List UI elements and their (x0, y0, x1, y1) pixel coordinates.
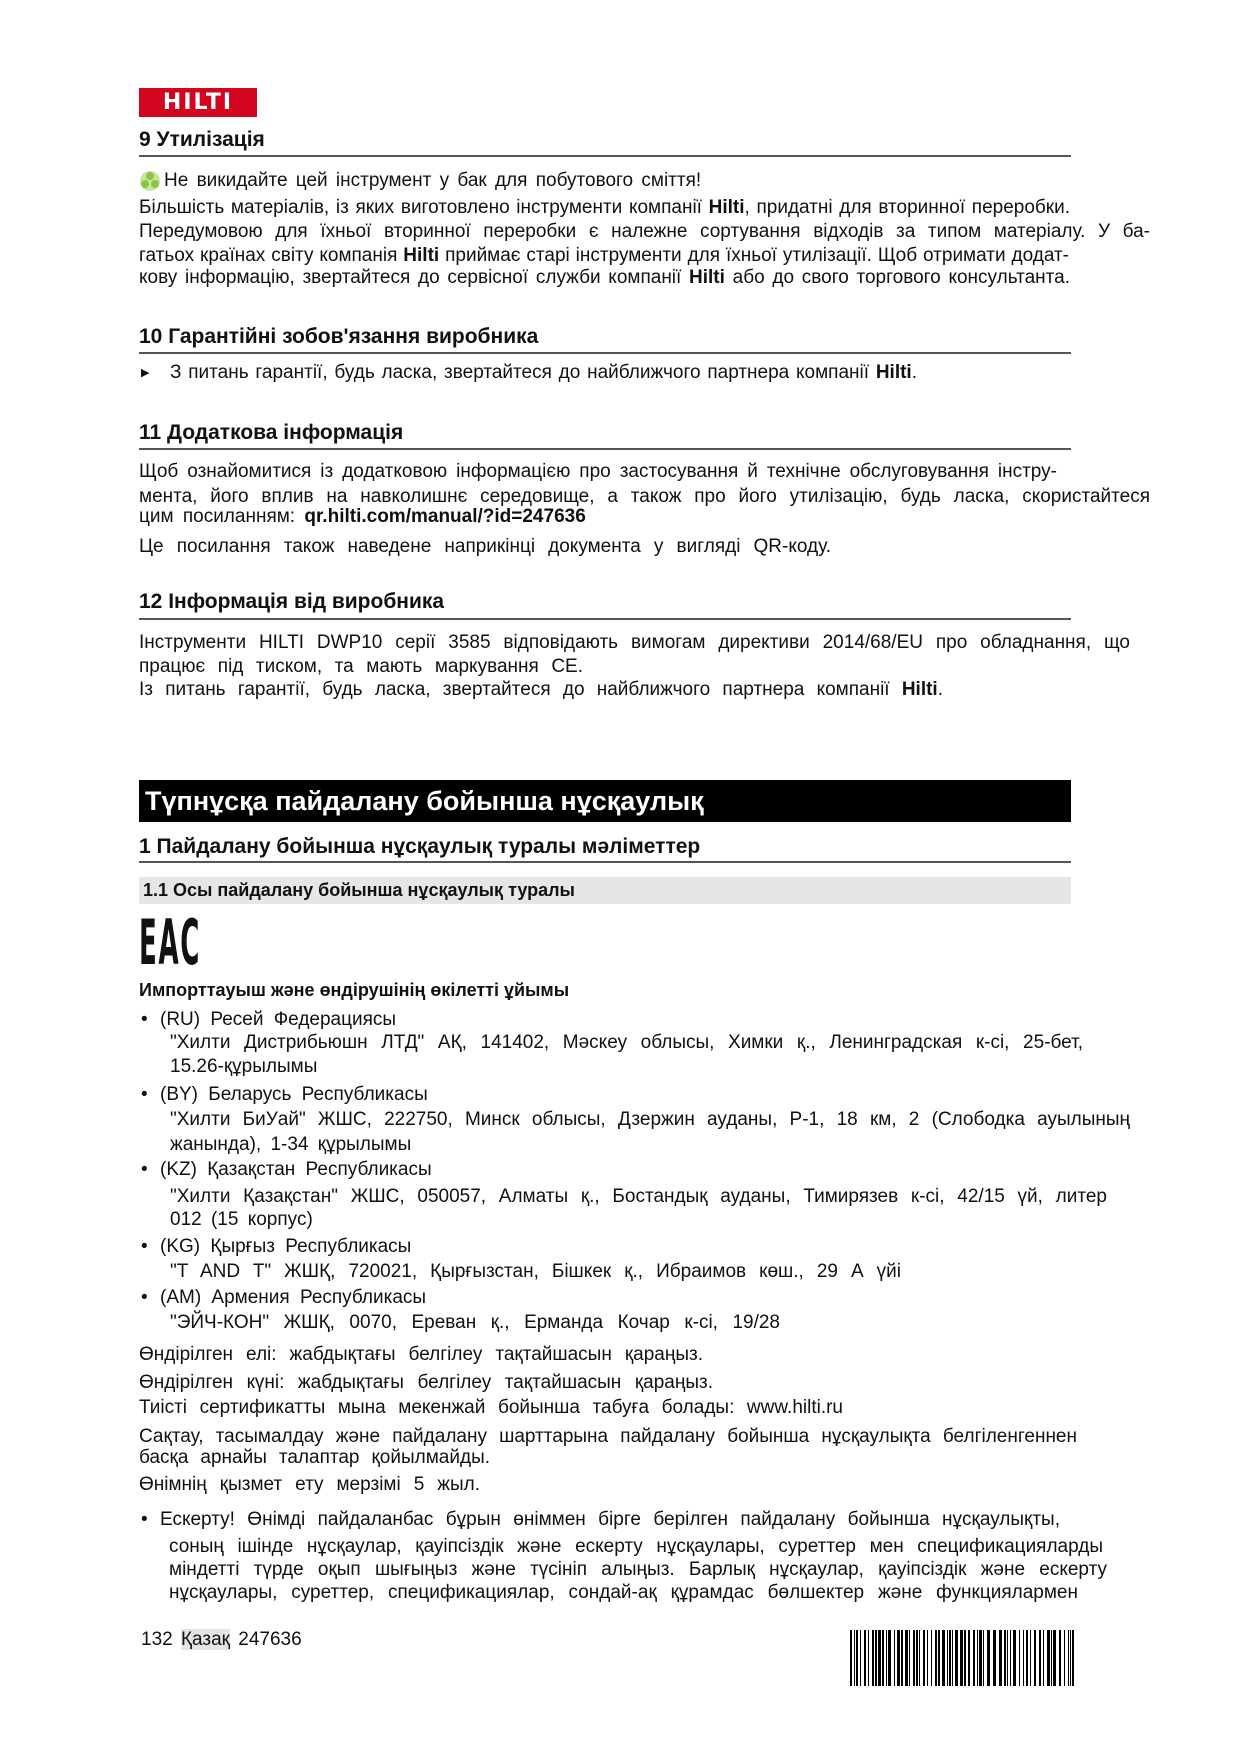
barcode-bar (868, 1630, 869, 1686)
barcode-bar (856, 1630, 858, 1686)
barcode-bar (1004, 1630, 1006, 1686)
barcode-bar (960, 1630, 963, 1686)
production-date: Өндірілген күні: жабдықтағы белгілеу тақтайшасын қараңыз. (139, 1372, 713, 1393)
barcode-bar (977, 1630, 978, 1686)
divider (139, 861, 1071, 863)
barcode-bar (854, 1630, 855, 1686)
subsection-title: 1.1 Осы пайдалану бойынша нұсқаулық туралы (139, 877, 1071, 904)
barcode-bar (1023, 1630, 1024, 1686)
divider (139, 448, 1071, 450)
section-title-warranty: 10 Гарантійні зобов'язання виробника (139, 325, 539, 348)
barcode-bar (916, 1630, 918, 1686)
importer-address: "ЭЙЧ-КОН" ЖШҚ, 0070, Ереван қ., Ерманда Кочар к-сі, 19/28 (170, 1312, 780, 1333)
bullet-icon: • (141, 1159, 148, 1180)
importer-address: "T AND T" ЖШҚ, 720021, Қырғызстан, Бішкек қ., Ибраимов көш., 29 А үйі (170, 1261, 901, 1282)
paragraph-line: працює під тиском, та мають маркування CE. (139, 656, 583, 677)
bullet-icon: • (141, 1509, 148, 1530)
barcode-bar (1026, 1630, 1028, 1686)
barcode-bar (905, 1630, 908, 1686)
barcode-bar (968, 1630, 970, 1686)
importer-country: (KG) Қырғыз Республикасы (160, 1236, 412, 1257)
barcode-bar (931, 1630, 932, 1686)
barcode-bar (1013, 1630, 1016, 1686)
bullet-icon: • (141, 1236, 148, 1257)
barcode-bar (1010, 1630, 1011, 1686)
barcode-bar (942, 1630, 945, 1686)
section-title-additional-info: 11 Додаткова інформація (139, 421, 404, 444)
language-label: Қазақ (180, 1629, 230, 1650)
barcode-bar (1064, 1630, 1065, 1686)
paragraph-line: Інструменти HILTI DWP10 серії 3585 відповідають вимогам директиви 2014/68/EU про обладнання, що (139, 632, 1130, 653)
notice-line: Ескерту! Өнімді пайдаланбас бұрын өніммен бірге берілген пайдалану бойынша нұсқаулықты, (160, 1509, 1060, 1530)
barcode-bar (860, 1630, 861, 1686)
paragraph-line: Більшість матеріалів, із яких виготовлено інструменти компанії Hilti, придатні для вторинної переробки. (139, 197, 1071, 218)
barcode-bar (894, 1630, 895, 1686)
service-life: Өнімнің қызмет ету мерзімі 5 жыл. (139, 1474, 480, 1495)
importer-country: (RU) Ресей Федерациясы (160, 1009, 397, 1030)
barcode-bar (850, 1630, 852, 1686)
barcode-bar (947, 1630, 948, 1686)
barcode-bar (1051, 1630, 1052, 1686)
importer-address: "Хилти Қазақстан" ЖШС, 050057, Алматы қ., Бостандық ауданы, Тимирязев к-сі, 42/15 үй, литер (170, 1186, 1107, 1207)
paragraph-line: кову інформацію, звертайтеся до сервісної служби компанії Hilti або до свого торгового консультанта. (139, 267, 1070, 288)
barcode-bar (949, 1630, 951, 1686)
importer-heading: Импорттауыш және өндірушінің өкілетті ұйымы (139, 980, 570, 1000)
barcode-bar (888, 1630, 891, 1686)
bullet-icon: • (141, 1084, 148, 1105)
barcode-bar (1068, 1630, 1069, 1686)
section-title-manual-info: 1 Пайдалану бойынша нұсқаулық туралы мәліметтер (139, 835, 701, 858)
eac-mark-icon: EAC (139, 906, 202, 979)
barcode-bar (979, 1630, 982, 1686)
section-title-disposal: 9 Утилізація (139, 128, 265, 151)
disposal-warning: Не викидайте цей інструмент у бак для побутового сміття! (164, 170, 702, 191)
barcode-bar (886, 1630, 887, 1686)
divider (139, 618, 1071, 620)
barcode-bar (1070, 1630, 1071, 1686)
section-title-manufacturer-info: 12 Інформація від виробника (139, 590, 445, 613)
language-banner: Түпнұсқа пайдалану бойынша нұсқаулық (139, 780, 1071, 822)
warranty-contact: Із питань гарантії, будь ласка, звертайтеся до найближчого партнера компанії Hilti. (139, 679, 943, 700)
importer-address: жанында), 1-34 құрылымы (170, 1134, 412, 1155)
importer-address: "Хилти Дистрибьюшн ЛТД" АҚ, 141402, Мәскеу облысы, Химки қ., Ленинградская к-сі, 25-бет, (170, 1032, 1083, 1053)
divider (139, 352, 1071, 354)
certificates-info: Тиісті сертификатты мына мекенжай бойынша табуға болады: www.hilti.ru (139, 1397, 843, 1418)
barcode-bar (1047, 1630, 1050, 1686)
barcode-bar (1072, 1630, 1074, 1686)
barcode-bar (1059, 1630, 1061, 1686)
hilti-logo: HILTI (139, 88, 257, 117)
paragraph-line: Щоб ознайомитися із додатковою інформацією про застосування й технічне обслуговування інстру- (139, 461, 1057, 482)
barcode-bar (875, 1630, 877, 1686)
barcode-bar (1034, 1630, 1036, 1686)
importer-address: 15.26-құрылымы (170, 1056, 318, 1077)
country-of-origin: Өндірілген елі: жабдықтағы белгілеу тақтайшасын қараңыз. (139, 1344, 703, 1365)
qr-note: Це посилання також наведене наприкінці документа у вигляді QR-коду. (139, 536, 831, 557)
barcode-bar (923, 1630, 925, 1686)
document-id: 247636 (238, 1629, 302, 1650)
importer-address: "Хилти БиУай" ЖШС, 222750, Минск облысы, Дзержин ауданы, Р-1, 18 км, 2 (Слободка ауылының (170, 1109, 1130, 1130)
barcode-bar (1053, 1630, 1056, 1686)
importer-country: (KZ) Қазақстан Республикасы (160, 1159, 432, 1180)
paragraph-line: Передумовою для їхньої вторинної переробки є належне сортування відходів за типом матеріалу. У ба- (139, 221, 1150, 242)
barcode-bar (927, 1630, 928, 1686)
barcode-icon (850, 1630, 1080, 1686)
barcode-bar (872, 1630, 874, 1686)
barcode-bar (983, 1630, 984, 1686)
barcode-bar (901, 1630, 903, 1686)
notice-line: соның ішінде нұсқаулар, қауіпсіздік және ескерту нұсқаулары, суреттер мен спецификацияларды (169, 1536, 1103, 1557)
barcode-bar (1019, 1630, 1020, 1686)
bullet-icon: • (141, 1009, 148, 1030)
barcode-bar (1039, 1630, 1041, 1686)
barcode-bar (919, 1630, 920, 1686)
page-footer (141, 1627, 302, 1653)
recycle-icon (139, 170, 161, 192)
barcode-bar (864, 1630, 866, 1686)
storage-info: Сақтау, тасымалдау және пайдалану шарттарына пайдалану бойынша нұсқаулықта белгіленгеннен (139, 1426, 1077, 1447)
barcode-bar (897, 1630, 900, 1686)
barcode-bar (878, 1630, 881, 1686)
paragraph-line: мента, його вплив на навколишнє середовище, а також про його утилізацію, будь ласка, скористайтеся (139, 486, 1150, 507)
barcode-bar (987, 1630, 990, 1686)
barcode-bar (955, 1630, 958, 1686)
page-number: 132 (141, 1629, 173, 1650)
barcode-bar (882, 1630, 884, 1686)
importer-address: 012 (15 корпус) (170, 1209, 313, 1230)
manual-link[interactable]: qr.hilti.com/manual/?id=247636 (304, 506, 586, 527)
barcode-bar (993, 1630, 996, 1686)
storage-info: басқа арнайы талаптар қойылмайды. (139, 1447, 490, 1468)
importer-country: (BY) Беларусь Республикасы (160, 1084, 428, 1105)
triangle-bullet-icon: ▶ (141, 367, 150, 379)
barcode-bar (973, 1630, 975, 1686)
bullet-icon: • (141, 1287, 148, 1308)
warranty-instruction: З питань гарантії, будь ласка, звертайтеся до найближчого партнера компанії Hilti. (170, 362, 917, 383)
barcode-bar (952, 1630, 953, 1686)
notice-line: міндетті түрде оқып шығыңыз және түсініп алыңыз. Барлық нұсқаулар, қауіпсіздік және ескерту (169, 1559, 1107, 1580)
barcode-bar (935, 1630, 937, 1686)
barcode-bar (913, 1630, 915, 1686)
barcode-bar (1043, 1630, 1044, 1686)
barcode-bar (964, 1630, 966, 1686)
paragraph-line: гатьох країнах світу компанія Hilti приймає старі інструменти для їхньої утилізації. Щоб отримати додат- (139, 245, 1069, 266)
importer-country: (AM) Армения Республикасы (160, 1287, 427, 1308)
barcode-bar (1007, 1630, 1008, 1686)
divider (139, 155, 1071, 157)
barcode-bar (938, 1630, 940, 1686)
paragraph-line: цим посиланням: qr.hilti.com/manual/?id=247636 (139, 506, 586, 527)
barcode-bar (1030, 1630, 1031, 1686)
barcode-bar (909, 1630, 910, 1686)
notice-line: нұсқаулары, суреттер, спецификациялар, сондай-ақ құрамдас бөлшектер және функциялармен (169, 1582, 1078, 1603)
barcode-bar (999, 1630, 1002, 1686)
